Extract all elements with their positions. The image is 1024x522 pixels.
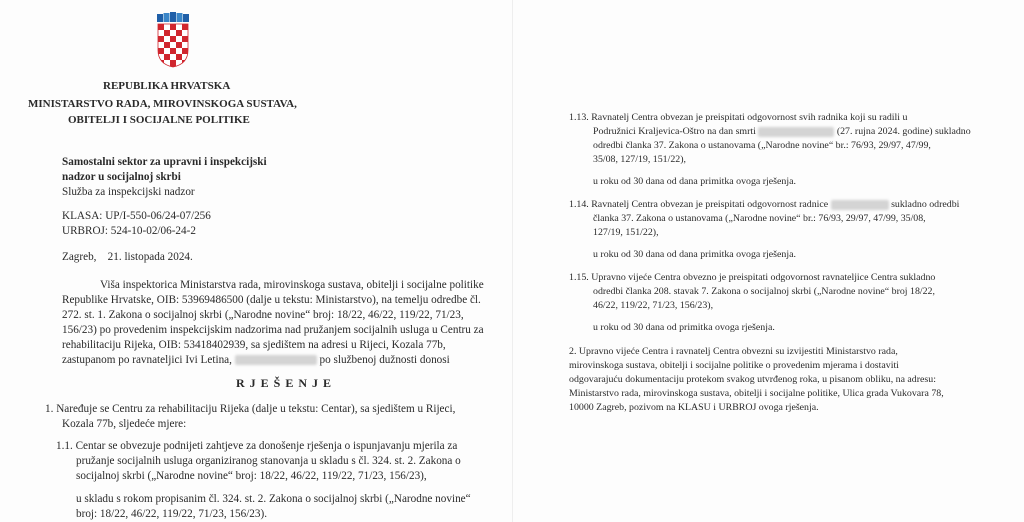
item-2-line-2: mirovinskoga sustava, obitelji i socijalne politike o provedenim mjerama i dostaviti [569,360,899,371]
right-document-page [512,0,1024,522]
sector-line-2: nadzor u socijalnoj skrbi [62,171,181,183]
header-republic: REPUBLIKA HRVATSKA [103,80,231,92]
header-ministry: MINISTARSTVO RADA, MIROVINSKOGA SUSTAVA, [28,98,297,110]
header-ministry-cont: OBITELJI I SOCIJALNE POLITIKE [68,114,250,126]
item-1-14-deadline: u roku od 30 dana od dana primitka ovoga rješenja. [593,249,796,260]
item-1-15-line-1: 1.15. Upravno vijeće Centra obvezno je preispitati odgovornost ravnateljice Centra sukladno [569,272,936,283]
intro-line-6 [62,354,450,366]
item-1-14-line-3: 127/19, 151/22), [593,227,659,238]
item-2-line-5: 10000 Zagreb, pozivom na KLASU i URBROJ ovoga rješenja. [569,402,819,413]
item-2-line-4: Ministarstvo rada, mirovinskoga sustava, obitelji i socijalne politike, Ulica grada Vukovara 78, [569,388,944,399]
item-1-1-line-2: pružanje socijalnih usluga organiziranog stanovanja u skladu s čl. 324. st. 2. Zakona o [76,455,461,467]
decision-title: R J E Š E N J E [236,376,333,390]
item-1-14-line-1 [569,199,959,210]
item-1-13-line-2-start: Podružnici Kraljevica-Oštro na dan smrti [593,126,756,137]
intro-line-6-start: zastupanom po ravnateljici Ivi Letina, [62,354,232,366]
item-2-line-3: odgovarajuću dokumentaciju protekom svakog utvrđenog roka, u pisanom obliku, na adresu: [569,374,936,385]
item-1-15-line-3: 46/22, 119/22, 71/23, 156/23), [593,300,714,311]
item-1-line-2: Kozala 77b, sljedeće mjere: [62,418,187,430]
intro-line-5: rehabilitaciju Rijeka, OIB: 53418402939, sa sjedištem na adresi u Rijeci, Kozala 77b, [62,339,446,351]
item-1-1-line-1: 1.1. Centar se obvezuje podnijeti zahtjeve za donošenje rješenja o ispunjavanju mjerila za [56,440,458,452]
item-1-13-line-3: odredbi članka 37. Zakona o ustanovama („Narodne novine“ br.: 76/93, 29/97, 47/99, [593,140,931,151]
item-1-15-line-2: odredbi članka 208. stavak 7. Zakona o socijalnoj skrbi („Narodne novine“ broj 18/22, [593,286,935,297]
service-name: Služba za inspekcijski nadzor [62,186,195,198]
intro-line-3: 272. st. 1. Zakona o socijalnoj skrbi („Narodne novine“ broj: 18/22, 46/22, 119/22, 71/23, [62,309,464,321]
item-1-14-line-1-start: 1.14. Ravnatelj Centra obvezan je preispitati odgovornost radnice [569,199,829,210]
intro-line-6-end: po službenoj dužnosti donosi [319,354,450,366]
item-1-13-deadline: u roku od 30 dana od dana primitka ovoga rješenja. [593,176,796,187]
item-1-14-line-2: članka 37. Zakona o ustanovama („Narodne novine“ br.: 76/93, 29/97, 47/99, 35/08, [593,213,926,224]
urbroj: URBROJ: 524-10-02/06-24-2 [62,225,196,237]
item-1-13-line-2 [593,126,971,137]
klasa: KLASA: UP/I-550-06/24-07/256 [62,210,211,222]
item-1-13-line-1: 1.13. Ravnatelj Centra obvezan je preispitati odgovornost svih radnika koji su radili u [569,112,908,123]
item-1-line-1: 1. Naređuje se Centru za rehabilitaciju Rijeka (dalje u tekstu: Centar), sa sjedištem u Rijeci, [45,403,456,415]
item-2-line-1: 2. Upravno vijeće Centra i ravnatelj Centra obvezni su izvijestiti Ministarstvo rada, [569,346,898,357]
item-1-13-line-2-end: (27. rujna 2024. godine) sukladno [836,126,971,137]
item-1-14-line-1-end: sukladno odredbi [891,199,960,210]
redacted-name [235,355,317,365]
item-1-1-line-5: broj: 18/22, 46/22, 119/22, 71/23, 156/23). [76,508,268,520]
sector-line-1: Samostalni sektor za upravni i inspekcijski [62,156,267,168]
redacted-name [758,127,834,137]
intro-line-1: Viša inspektorica Ministarstva rada, mirovinskoga sustava, obitelji i socijalne politike [100,279,484,291]
item-1-1-line-4: u skladu s rokom propisanim čl. 324. st. 2. Zakona o socijalnoj skrbi („Narodne novine“ [76,493,471,505]
intro-line-2: Republike Hrvatske, OIB: 53969486500 (dalje u tekstu: Ministarstvo), na temelju odredbe čl. [62,294,481,306]
item-1-1-line-3: socijalnoj skrbi („Narodne novine“ broj: 18/22, 46/22, 119/22, 71/23, 156/23), [76,470,427,482]
croatian-coat-of-arms-icon [155,12,191,68]
intro-line-4: 156/23) po provedenim inspekcijskim nadzorima nad pružanjem socijalnih usluga u Centru za [62,324,484,336]
document-date: Zagreb, 21. listopada 2024. [62,251,193,263]
redacted-name [831,200,889,210]
item-1-13-line-4: 35/08, 127/19, 151/22), [593,154,686,165]
item-1-15-deadline: u roku od 30 dana od primitka ovoga rješenja. [593,322,775,333]
